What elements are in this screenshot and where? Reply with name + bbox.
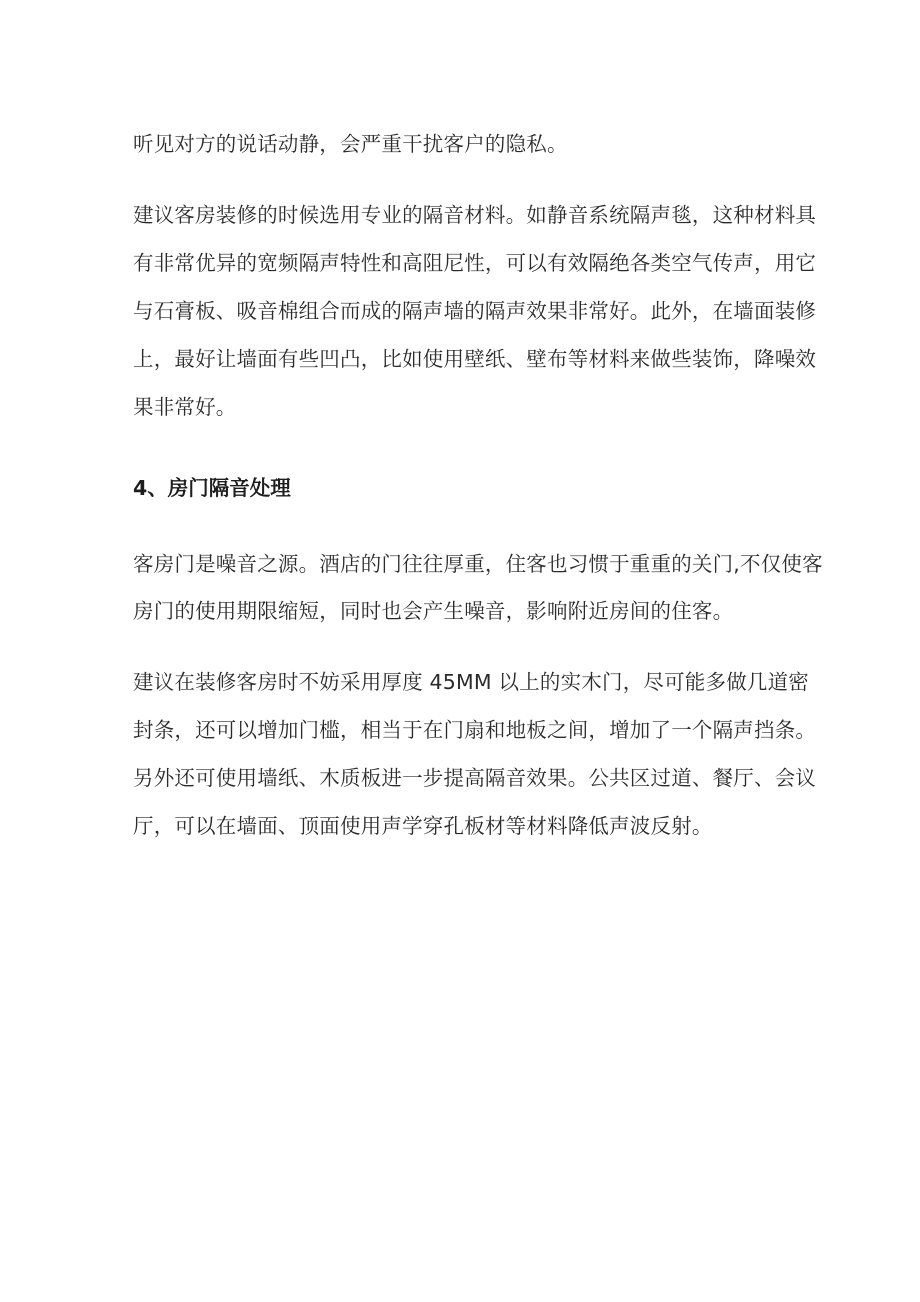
text-line: 客房门是噪音之源。酒店的门往往厚重，住客也习惯于重重的关门,不仅使客 [133, 552, 823, 576]
text-line: 封条，还可以增加门槛，相当于在门扇和地板之间，增加了一个隔声挡条。 [133, 718, 817, 742]
text-line: 房门的使用期限缩短，同时也会产生噪音，影响附近房间的住客。 [133, 599, 734, 623]
text-line: 建议客房装修的时候选用专业的隔音材料。如静音系统隔声毯，这种材料具 [133, 203, 817, 227]
text-line: 厅，可以在墙面、顶面使用声学穿孔板材等材料降低声波反射。 [133, 814, 713, 838]
text-line: 果非常好。 [133, 395, 237, 419]
text-line: 上，最好让墙面有些凹凸，比如使用壁纸、壁布等材料来做些装饰，降噪效 [133, 347, 817, 371]
text-line: 建议在装修客房时不妨采用厚度 45MM 以上的实木门，尽可能多做几道密 [133, 670, 809, 694]
text-line: 与石膏板、吸音棉组合而成的隔声墙的隔声效果非常好。此外，在墙面装修 [133, 299, 817, 323]
text-line: 听见对方的说话动静，会严重干扰客户的隐私。 [133, 132, 568, 156]
text-line: 另外还可使用墙纸、木质板进一步提高隔音效果。公共区过道、餐厅、会议 [133, 766, 817, 790]
section-heading: 4、房门隔音处理 [133, 476, 291, 500]
text-line: 有非常优异的宽频隔声特性和高阻尼性，可以有效隔绝各类空气传声，用它 [133, 251, 817, 275]
